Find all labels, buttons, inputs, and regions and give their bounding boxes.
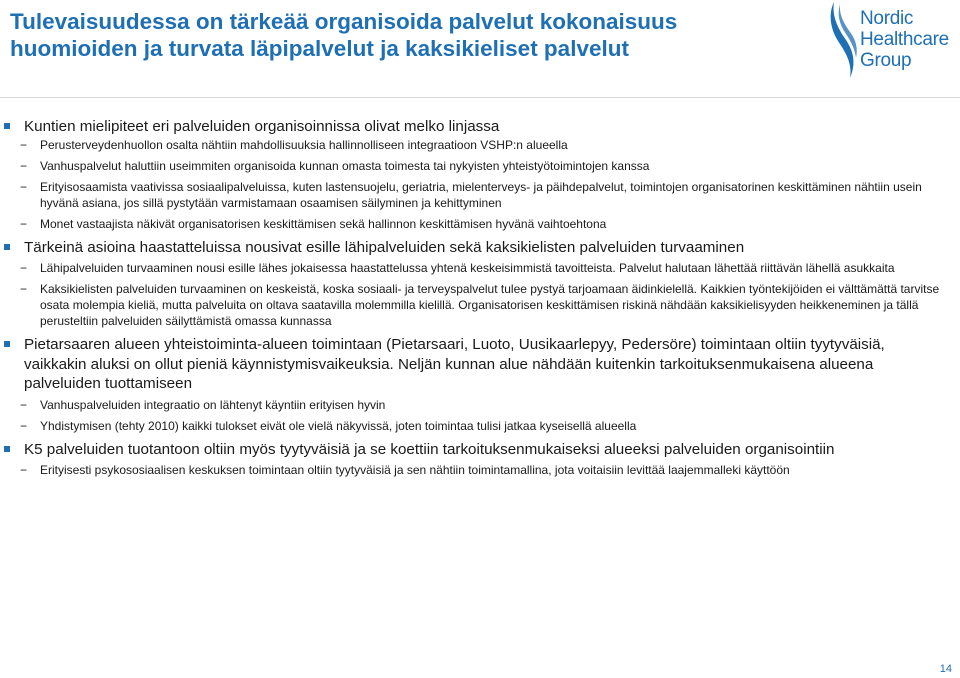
sub-bullet-text: Monet vastaajista näkivät organisatorisen keskittämisen sekä hallinnon keskittämisen hyvänä vaihtoehtona <box>40 216 607 231</box>
sub-bullet-text: Perusterveydenhuollon osalta nähtiin mahdollisuuksia hallinnolliseen integraatioon VSHP:n alueella <box>40 137 568 152</box>
dash-bullet-icon: − <box>20 397 28 412</box>
square-bullet-icon <box>4 244 10 250</box>
sub-bullet-text: Erityisesti psykososiaalisen keskuksen toimintaan oltiin tyytyväisiä ja sen nähtiin toimintamallina, jota voitaisiin levittää laajemmalleki käyttöön <box>40 463 790 477</box>
slide-title-line-1: Tulevaisuudessa on tärkeää organisoida palvelut kokonaisuus <box>10 9 678 34</box>
dash-bullet-icon: − <box>20 418 28 433</box>
bullet-text: Tärkeinä asioina haastatteluissa nousivat esille lähipalveluiden sekä kaksikielisten palveluiden turvaaminen <box>24 238 745 256</box>
dash-bullet-icon: − <box>20 282 28 296</box>
sub-bullet-item <box>0 179 940 211</box>
logo-wordmark <box>860 8 949 71</box>
logo-line-1: Nordic <box>860 8 914 29</box>
square-bullet-icon <box>4 341 10 347</box>
bullet-text: Pietarsaaren alueen yhteistoiminta-alueen toimintaan (Pietarsaari, Luoto, Uusikaarlepyy, Pedersöre) toimintaan oltiin tyytyväisiä, vaikkakin aluksi on ollut pieniä käynnistymisvaikeuksia. Neljän kunnan alue nähdään kuitenkin tarkoituksenmukaisena alueena palveluiden tuottamiseen <box>24 336 885 392</box>
bullet-item <box>0 335 940 394</box>
page-number: 14 <box>939 663 952 675</box>
bullet-text: K5 palveluiden tuotantoon oltiin myös tyytyväisiä ja se koettiin tarkoituksenmukaiseksi alueeksi palveluiden organisointiin <box>24 440 835 458</box>
bullet-item <box>0 117 940 137</box>
sub-bullet-text: Erityisosaamista vaativissa sosiaalipalveluissa, kuten lastensuojelu, geriatria, mielenterveys- ja päihdepalvelut, toimintojen organisatorinen keskittäminen nähtiin usein hyvänä asiana, jos sillä pystytään varmistamaan osaamisen säilyminen ja kehittyminen <box>40 179 922 210</box>
dash-bullet-icon: − <box>20 179 28 194</box>
sub-bullet-item <box>0 418 940 434</box>
square-bullet-icon <box>4 123 10 129</box>
sub-bullet-item <box>0 158 940 174</box>
sub-bullet-item <box>0 260 940 276</box>
dash-bullet-icon: − <box>20 158 28 173</box>
bullet-item <box>0 440 940 460</box>
sub-bullet-text: Kaksikielisten palveluiden turvaaminen on keskeistä, koska sosiaali- ja terveyspalvelut tulee pystyä tarjoamaan äidinkielellä. Kaikkien työntekijöiden ei välttämättä tarvitse osata molempia kieliä, mutta palveluita on oltava saatavilla molemmilla kielillä. Organisatorisen keskittämisen riskinä nähdään kaksikielisyyden heikkeneminen ja tällä perusteltiin palveluiden säilyttämistä omassa kunnassa <box>40 282 940 328</box>
sub-bullet-text: Yhdistymisen (tehty 2010) kaikki tulokset eivät ole vielä näkyvissä, joten toimintaa tulisi jatkaa kyseisellä alueella <box>40 418 637 433</box>
header-divider <box>0 97 960 98</box>
dash-bullet-icon: − <box>20 463 28 477</box>
sub-bullet-item <box>0 281 940 329</box>
bullet-text: Kuntien mielipiteet eri palveluiden organisoinnissa olivat melko linjassa <box>24 118 500 135</box>
logo-swoosh-icon <box>826 0 860 80</box>
logo-line-2: Healthcare <box>860 29 949 50</box>
logo-line-3: Group <box>860 50 912 71</box>
sub-bullet-item <box>0 462 940 478</box>
square-bullet-icon <box>4 446 10 452</box>
dash-bullet-icon: − <box>20 137 28 152</box>
sub-bullet-text: Vanhuspalveluiden integraatio on lähtenyt käyntiin erityisen hyvin <box>40 397 386 412</box>
bullet-list <box>0 117 960 478</box>
bullet-item <box>0 238 940 258</box>
dash-bullet-icon: − <box>20 216 28 231</box>
sub-bullet-text: Vanhuspalvelut haluttiin useimmiten organisoida kunnan omasta toimesta tai nykyisten yhteistyötoimintojen kanssa <box>40 158 650 173</box>
nordic-healthcare-group-logo <box>826 0 960 80</box>
slide-title <box>10 8 780 62</box>
dash-bullet-icon: − <box>20 261 28 275</box>
slide-title-line-2: huomioiden ja turvata läpipalvelut ja kaksikieliset palvelut <box>10 36 629 61</box>
sub-bullet-item <box>0 137 940 153</box>
sub-bullet-item <box>0 397 940 413</box>
sub-bullet-item <box>0 216 940 232</box>
sub-bullet-text: Lähipalveluiden turvaaminen nousi esille lähes jokaisessa haastattelussa yhtenä keskeisimmistä tavoitteista. Palvelut halutaan lähettää riittävän lähellä asukkaita <box>40 261 895 275</box>
